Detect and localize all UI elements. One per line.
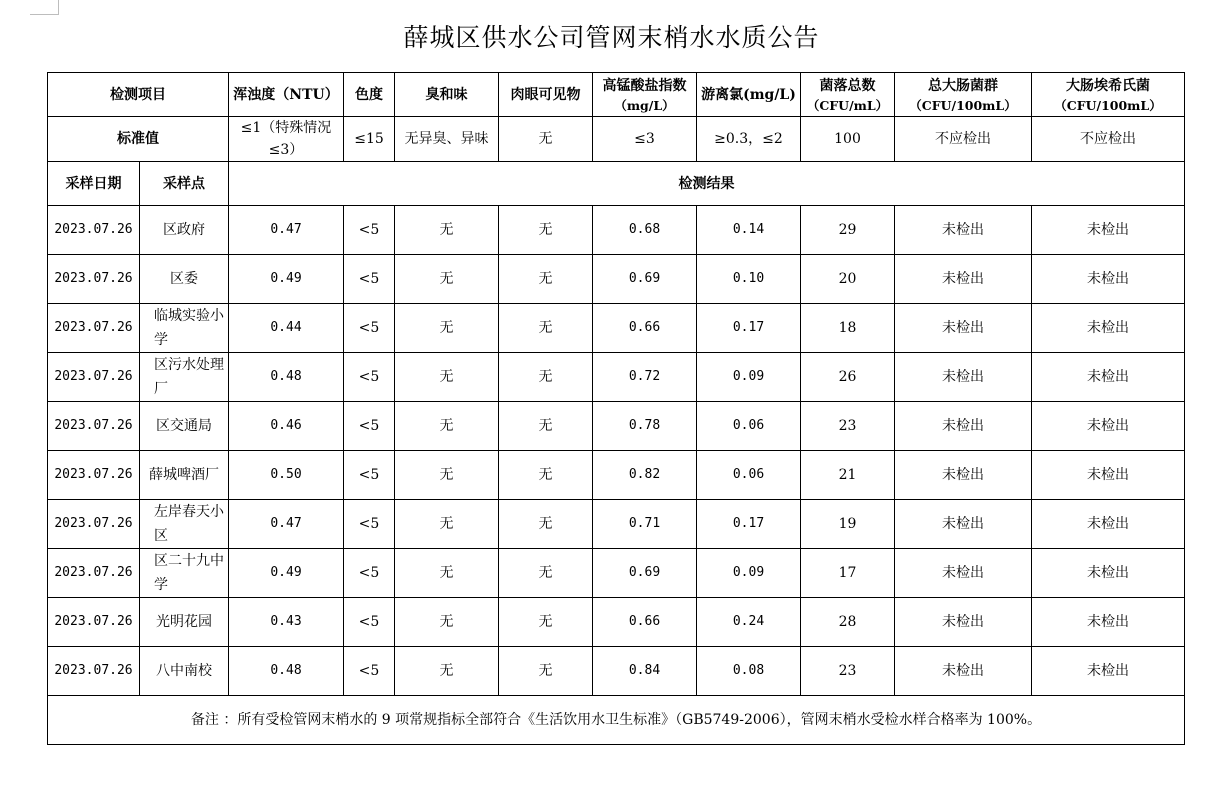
cell-ecoli: 未检出 <box>1032 451 1185 500</box>
cell-site: 薛城啤酒厂 <box>140 451 229 500</box>
standard-chlorine: ≥0.3，≤2 <box>697 117 801 162</box>
note-text: 备注 ：所有受检管网末梢水的 9 项常规指标全部符合《生活饮用水卫生标准》（GB5749-2006），管网末梢水受检水样合格率为 100%。 <box>48 696 1185 745</box>
table-row <box>48 500 1185 549</box>
cell-coliform: 未检出 <box>895 206 1032 255</box>
cell-visible: 无 <box>499 598 593 647</box>
header-odor <box>395 73 499 117</box>
subheader-row <box>48 162 1185 206</box>
cell-chlorine: 0.06 <box>697 402 801 451</box>
cell-site: 区委 <box>140 255 229 304</box>
cell-odor: 无 <box>395 206 499 255</box>
header-colony-unit: （CFU/mL） <box>806 97 889 113</box>
cell-turbidity: 0.43 <box>229 598 344 647</box>
cell-colony: 28 <box>801 598 895 647</box>
header-visible-label: 肉眼可见物 <box>510 86 581 103</box>
cell-visible: 无 <box>499 549 593 598</box>
cell-date: 2023.07.26 <box>48 598 140 647</box>
water-quality-table <box>47 72 1185 745</box>
cell-odor: 无 <box>395 353 499 402</box>
cell-site: 左岸春天小区 <box>140 500 229 549</box>
cell-chlorine: 0.10 <box>697 255 801 304</box>
cell-ecoli: 未检出 <box>1032 549 1185 598</box>
cell-permanganate: 0.72 <box>593 353 697 402</box>
cell-color: <5 <box>344 304 395 353</box>
cell-chlorine: 0.17 <box>697 304 801 353</box>
cell-site: 临城实验小学 <box>140 304 229 353</box>
cell-odor: 无 <box>395 500 499 549</box>
cell-odor: 无 <box>395 304 499 353</box>
cell-color: <5 <box>344 647 395 696</box>
cell-color: <5 <box>344 451 395 500</box>
cell-visible: 无 <box>499 353 593 402</box>
cell-odor: 无 <box>395 451 499 500</box>
cell-colony: 21 <box>801 451 895 500</box>
cell-visible: 无 <box>499 304 593 353</box>
cell-visible: 无 <box>499 206 593 255</box>
standard-colony: 100 <box>801 117 895 162</box>
cell-visible: 无 <box>499 255 593 304</box>
table-row <box>48 451 1185 500</box>
cell-ecoli: 未检出 <box>1032 353 1185 402</box>
standard-turbidity: ≤1（特殊情况≤3） <box>229 117 344 162</box>
cell-colony: 26 <box>801 353 895 402</box>
header-visible <box>499 73 593 117</box>
header-color <box>344 73 395 117</box>
cell-turbidity: 0.48 <box>229 353 344 402</box>
header-coliform <box>895 73 1032 117</box>
header-chlorine <box>697 73 801 117</box>
cell-permanganate: 0.69 <box>593 255 697 304</box>
cell-date: 2023.07.26 <box>48 549 140 598</box>
cell-ecoli: 未检出 <box>1032 598 1185 647</box>
cell-colony: 18 <box>801 304 895 353</box>
cell-date: 2023.07.26 <box>48 647 140 696</box>
cell-coliform: 未检出 <box>895 304 1032 353</box>
cell-turbidity: 0.49 <box>229 549 344 598</box>
cell-visible: 无 <box>499 402 593 451</box>
cell-permanganate: 0.66 <box>593 304 697 353</box>
cell-color: <5 <box>344 598 395 647</box>
header-turbidity <box>229 73 344 117</box>
cell-permanganate: 0.78 <box>593 402 697 451</box>
cell-date: 2023.07.26 <box>48 206 140 255</box>
header-ecoli <box>1032 73 1185 117</box>
table-row <box>48 255 1185 304</box>
cell-chlorine: 0.06 <box>697 451 801 500</box>
cell-date: 2023.07.26 <box>48 500 140 549</box>
standard-odor: 无异臭、异味 <box>395 117 499 162</box>
cell-colony: 19 <box>801 500 895 549</box>
cell-turbidity: 0.47 <box>229 206 344 255</box>
cell-ecoli: 未检出 <box>1032 206 1185 255</box>
cell-site: 光明花园 <box>140 598 229 647</box>
cell-color: <5 <box>344 206 395 255</box>
page-title: 薛城区供水公司管网末梢水水质公告 <box>403 23 820 52</box>
cell-ecoli: 未检出 <box>1032 255 1185 304</box>
header-turbidity-label: 浑浊度（NTU） <box>233 86 339 103</box>
table-row <box>48 353 1185 402</box>
standard-label: 标准值 <box>48 117 229 162</box>
cell-site: 区交通局 <box>140 402 229 451</box>
cell-ecoli: 未检出 <box>1032 500 1185 549</box>
note-row <box>48 696 1185 745</box>
cell-chlorine: 0.14 <box>697 206 801 255</box>
cell-site: 八中南校 <box>140 647 229 696</box>
cell-odor: 无 <box>395 549 499 598</box>
results-header: 检测结果 <box>229 162 1185 206</box>
cell-permanganate: 0.68 <box>593 206 697 255</box>
cell-coliform: 未检出 <box>895 598 1032 647</box>
cell-turbidity: 0.50 <box>229 451 344 500</box>
header-chlorine-label: 游离氯(mg/L) <box>701 86 796 103</box>
cell-turbidity: 0.49 <box>229 255 344 304</box>
header-permanganate-unit: （mg/L） <box>614 97 675 113</box>
cell-site: 区政府 <box>140 206 229 255</box>
cell-visible: 无 <box>499 500 593 549</box>
table-row <box>48 647 1185 696</box>
cell-colony: 23 <box>801 402 895 451</box>
cell-colony: 20 <box>801 255 895 304</box>
cell-chlorine: 0.08 <box>697 647 801 696</box>
header-ecoli-unit: （CFU/100mL） <box>1054 97 1162 113</box>
header-coliform-label: 总大肠菌群 <box>928 77 998 94</box>
cell-coliform: 未检出 <box>895 647 1032 696</box>
sample-site-header: 采样点 <box>140 162 229 206</box>
cell-ecoli: 未检出 <box>1032 647 1185 696</box>
cell-coliform: 未检出 <box>895 402 1032 451</box>
cell-visible: 无 <box>499 647 593 696</box>
standard-visible: 无 <box>499 117 593 162</box>
cell-chlorine: 0.09 <box>697 353 801 402</box>
cell-date: 2023.07.26 <box>48 402 140 451</box>
cell-permanganate: 0.69 <box>593 549 697 598</box>
page-corner-mark <box>30 0 59 15</box>
cell-date: 2023.07.26 <box>48 451 140 500</box>
cell-site: 区污水处理厂 <box>140 353 229 402</box>
standard-color: ≤15 <box>344 117 395 162</box>
cell-chlorine: 0.09 <box>697 549 801 598</box>
cell-ecoli: 未检出 <box>1032 402 1185 451</box>
header-permanganate <box>593 73 697 117</box>
cell-date: 2023.07.26 <box>48 304 140 353</box>
cell-coliform: 未检出 <box>895 451 1032 500</box>
cell-permanganate: 0.66 <box>593 598 697 647</box>
cell-date: 2023.07.26 <box>48 353 140 402</box>
header-colony <box>801 73 895 117</box>
standard-permanganate: ≤3 <box>593 117 697 162</box>
cell-odor: 无 <box>395 598 499 647</box>
cell-permanganate: 0.82 <box>593 451 697 500</box>
cell-date: 2023.07.26 <box>48 255 140 304</box>
cell-chlorine: 0.17 <box>697 500 801 549</box>
standard-row <box>48 117 1185 162</box>
cell-chlorine: 0.24 <box>697 598 801 647</box>
table-row <box>48 304 1185 353</box>
standard-ecoli: 不应检出 <box>1032 117 1185 162</box>
cell-color: <5 <box>344 500 395 549</box>
cell-color: <5 <box>344 402 395 451</box>
table-row <box>48 206 1185 255</box>
cell-colony: 29 <box>801 206 895 255</box>
cell-visible: 无 <box>499 451 593 500</box>
header-item-label: 检测项目 <box>110 86 166 103</box>
cell-turbidity: 0.47 <box>229 500 344 549</box>
cell-site: 区二十九中学 <box>140 549 229 598</box>
header-odor-label: 臭和味 <box>425 86 468 103</box>
cell-turbidity: 0.44 <box>229 304 344 353</box>
cell-coliform: 未检出 <box>895 353 1032 402</box>
cell-color: <5 <box>344 353 395 402</box>
table-row <box>48 549 1185 598</box>
cell-color: <5 <box>344 255 395 304</box>
cell-coliform: 未检出 <box>895 500 1032 549</box>
cell-odor: 无 <box>395 255 499 304</box>
header-colony-label: 菌落总数 <box>819 77 876 94</box>
header-coliform-unit: （CFU/100mL） <box>909 97 1017 113</box>
cell-ecoli: 未检出 <box>1032 304 1185 353</box>
sample-date-header: 采样日期 <box>48 162 140 206</box>
cell-odor: 无 <box>395 402 499 451</box>
header-item <box>48 73 229 117</box>
table-row <box>48 598 1185 647</box>
cell-turbidity: 0.48 <box>229 647 344 696</box>
cell-permanganate: 0.71 <box>593 500 697 549</box>
header-row <box>48 73 1185 117</box>
table-row <box>48 402 1185 451</box>
cell-colony: 23 <box>801 647 895 696</box>
header-permanganate-label: 高锰酸盐指数 <box>602 77 687 94</box>
cell-permanganate: 0.84 <box>593 647 697 696</box>
header-color-label: 色度 <box>355 86 383 103</box>
cell-odor: 无 <box>395 647 499 696</box>
cell-colony: 17 <box>801 549 895 598</box>
standard-coliform: 不应检出 <box>895 117 1032 162</box>
cell-coliform: 未检出 <box>895 255 1032 304</box>
header-ecoli-label: 大肠埃希氏菌 <box>1066 77 1150 94</box>
cell-turbidity: 0.46 <box>229 402 344 451</box>
cell-color: <5 <box>344 549 395 598</box>
cell-coliform: 未检出 <box>895 549 1032 598</box>
